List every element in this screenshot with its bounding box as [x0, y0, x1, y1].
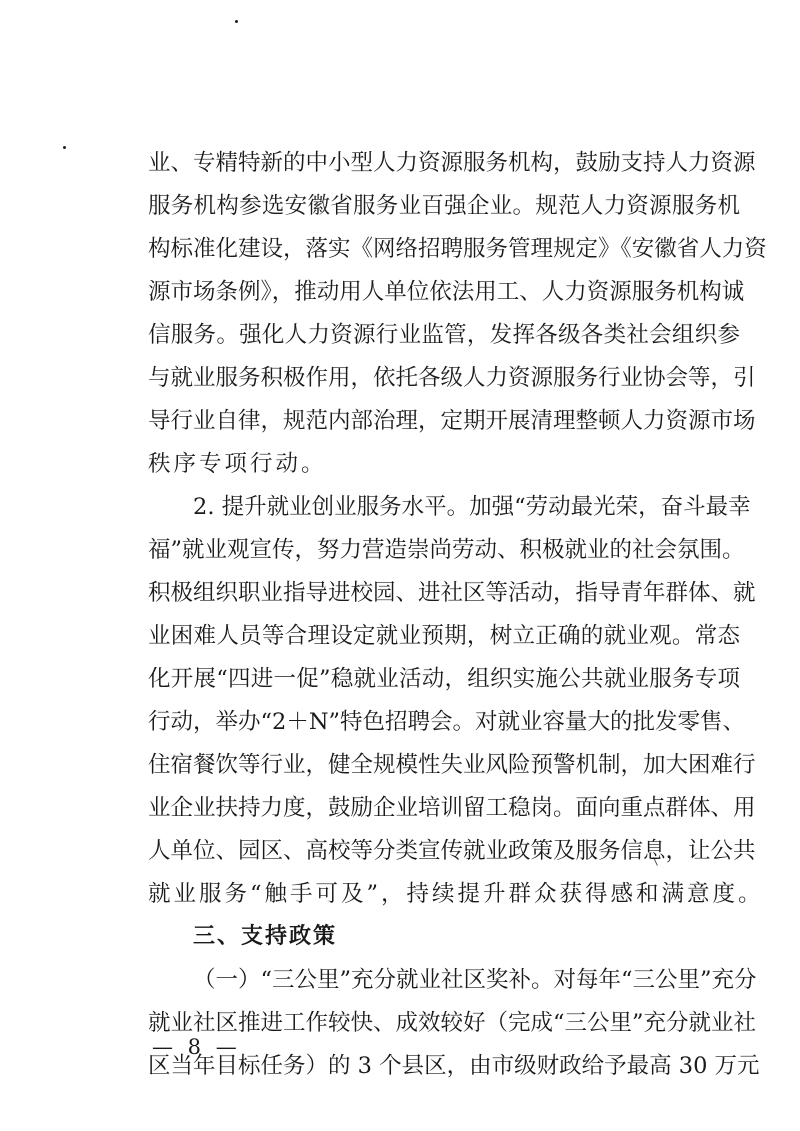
text-line: 业困难人员等合理设定就业预期，树立正确的就业观。常态: [148, 623, 740, 649]
text-line: 构标准化建设，落实《网络招聘服务管理规定》《安徽省人力资: [148, 236, 767, 262]
text-line: 服务机构参选安徽省服务业百强企业。规范人力资源服务机: [148, 193, 740, 219]
text-line: 与就业服务积极作用，依托各级人力资源服务行业协会等，引: [148, 365, 756, 391]
text-line: 就业社区推进工作较快、成效较好（完成“三公里”充分就业社: [148, 1010, 757, 1036]
scan-speck: [63, 146, 66, 149]
text-line: 2. 提升就业创业服务水平。加强“劳动最光荣，奋斗最幸: [193, 494, 751, 520]
scan-speck: [235, 20, 238, 23]
text-line: 秩序专项行动。: [148, 451, 327, 477]
page-number: — 8 —: [152, 1035, 241, 1059]
text-line: 源市场条例》，推动用人单位依法用工、人力资源服务机构诚: [148, 279, 745, 305]
text-line: 业企业扶持力度，鼓励企业培训留工稳岗。面向重点群体、用: [148, 795, 756, 821]
text-line: 就业服务“触手可及”，持续提升群众获得感和满意度。: [148, 881, 764, 907]
text-line: 人单位、园区、高校等分类宣传就业政策及服务信息，让公共: [148, 838, 756, 864]
text-line: 行动，举办“2＋N”特色招聘会。对就业容量大的批发零售、: [148, 709, 746, 735]
text-line: 信服务。强化人力资源行业监管，发挥各级各类社会组织参: [148, 322, 740, 348]
text-line: 业、专精特新的中小型人力资源服务机构，鼓励支持人力资源: [148, 150, 756, 176]
text-line: （一）“三公里”充分就业社区奖补。对每年“三公里”充分: [193, 967, 757, 993]
text-line: 福”就业观宣传，努力营造崇尚劳动、积极就业的社会氛围。: [148, 537, 745, 563]
text-line: 积极组织职业指导进校园、进社区等活动，指导青年群体、就: [148, 580, 756, 606]
text-line: 化开展“四进一促”稳就业活动，组织实施公共就业服务专项: [148, 666, 740, 692]
section-heading: 三、支持政策: [193, 924, 338, 949]
text-line: 区当年目标任务）的 3 个县区，由市级财政给予最高 30 万元: [148, 1053, 760, 1079]
text-line: 导行业自律，规范内部治理，定期开展清理整顿人力资源市场: [148, 408, 756, 434]
text-line: 住宿餐饮等行业，健全规模性失业风险预警机制，加大困难行: [148, 752, 756, 778]
